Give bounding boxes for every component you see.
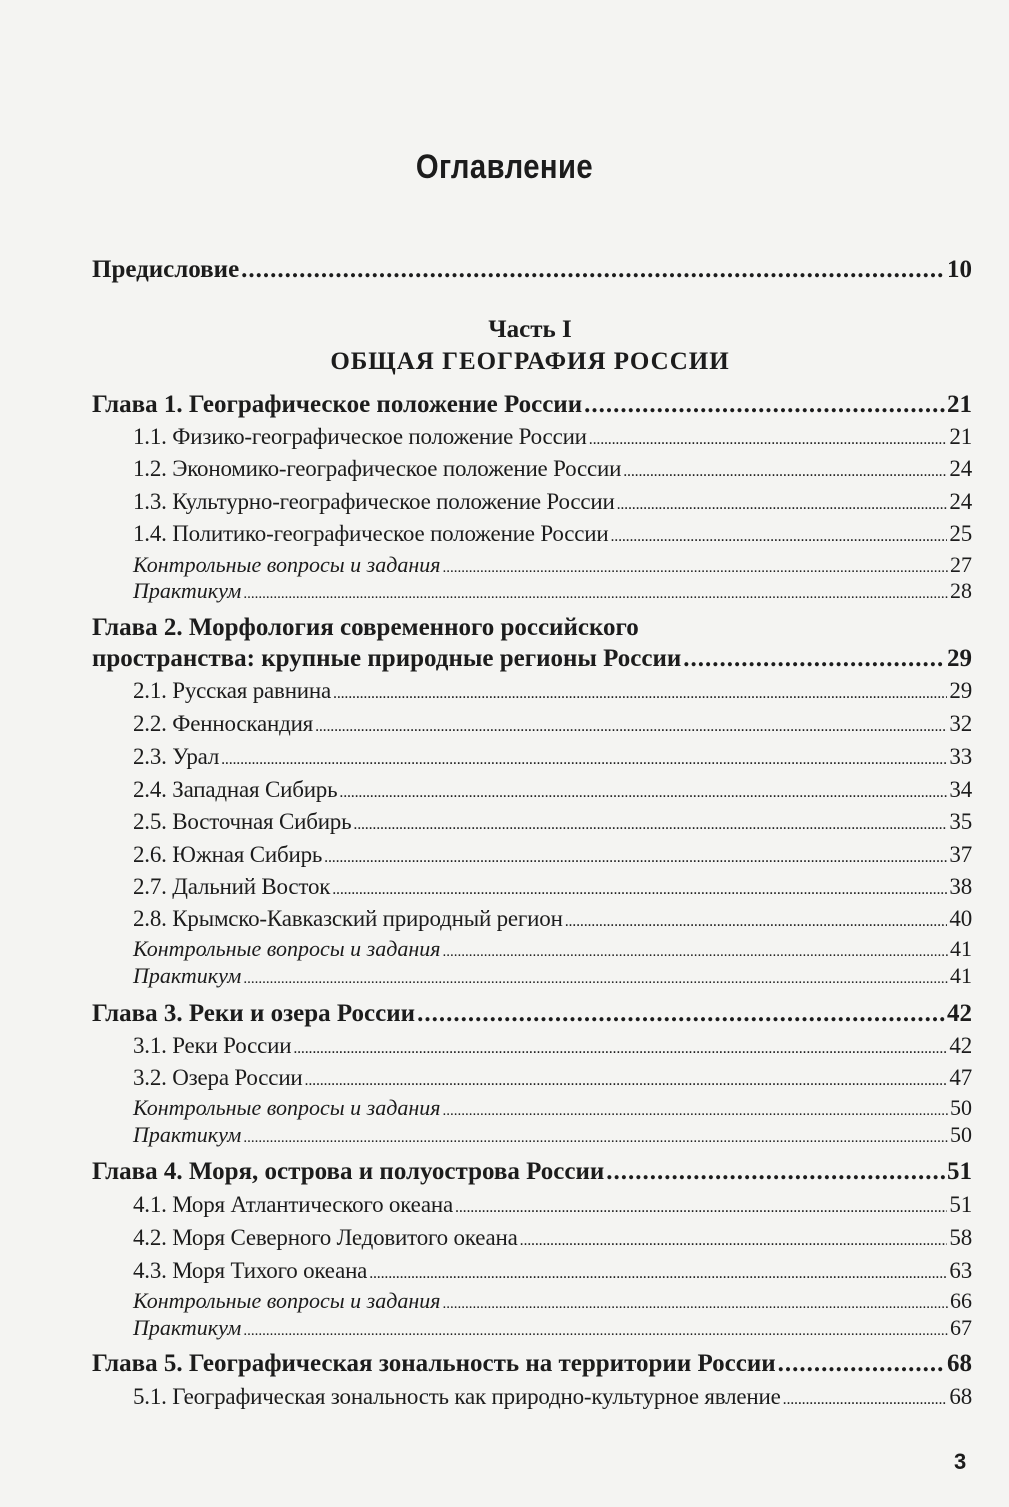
dot-leader <box>778 1350 945 1378</box>
toc-section[interactable] <box>133 1225 972 1251</box>
toc-entry-label: 5.1. Географическая зональность как природно-культурное явление <box>133 1384 781 1409</box>
dot-leader <box>783 1391 948 1409</box>
toc-entry-label: 2.1. Русская равнина <box>133 678 332 703</box>
toc-entry-page: 68 <box>949 1384 972 1409</box>
toc-section[interactable] <box>133 711 972 737</box>
toc-entry-label: 4.2. Моря Северного Ледовитого океана <box>133 1225 518 1250</box>
toc-entry-label: 2.4. Западная Сибирь <box>133 777 338 802</box>
toc-entry-page: 51 <box>949 1192 972 1217</box>
toc-entry-label: Контрольные вопросы и задания <box>133 1095 441 1120</box>
toc-section[interactable] <box>133 1192 972 1218</box>
toc-entry-page: 25 <box>949 521 972 546</box>
toc-entry-label: 3.2. Озера России <box>133 1065 303 1090</box>
page-title: Оглавление <box>415 148 594 186</box>
toc-section[interactable] <box>133 1065 972 1091</box>
dot-leader <box>241 256 945 284</box>
toc-entry-page: 35 <box>949 809 972 834</box>
dot-leader <box>243 586 948 603</box>
toc-entry-label: Практикум <box>133 963 242 988</box>
toc-entry-page: 50 <box>950 1095 972 1120</box>
toc-section[interactable] <box>133 424 972 450</box>
toc-section[interactable] <box>133 906 972 932</box>
dot-leader <box>333 685 947 703</box>
toc-section[interactable] <box>133 1384 972 1410</box>
toc-section[interactable] <box>133 777 972 803</box>
toc-entry-label: 1.1. Физико-географическое положение России <box>133 424 587 449</box>
page-number: 3 <box>954 1449 967 1474</box>
toc-entry-label: 1.3. Культурно-географическое положение России <box>133 489 615 514</box>
dot-leader <box>293 1040 947 1058</box>
toc-entry-label: 2.7. Дальний Восток <box>133 874 331 899</box>
toc-entry-preface[interactable] <box>92 256 972 284</box>
dot-leader <box>565 913 948 931</box>
toc-entry-page: 67 <box>950 1315 972 1340</box>
toc-practicum[interactable] <box>133 1122 972 1148</box>
toc-entry-page: 68 <box>947 1350 972 1377</box>
dot-leader <box>417 1000 945 1028</box>
toc-section[interactable] <box>133 521 972 547</box>
toc-section[interactable] <box>133 456 972 482</box>
toc-chapter-1[interactable] <box>92 391 972 419</box>
toc-chapter-2-title-line: Глава 2. Морфология современного российского <box>92 614 639 641</box>
dot-leader <box>442 1103 948 1120</box>
toc-entry-page: 63 <box>949 1258 972 1283</box>
toc-section[interactable] <box>133 1258 972 1284</box>
toc-practicum[interactable] <box>133 963 972 989</box>
toc-section[interactable] <box>133 842 972 868</box>
dot-leader <box>442 1296 948 1313</box>
dot-leader <box>610 528 947 546</box>
toc-entry-page: 42 <box>947 1000 972 1027</box>
toc-entry-page: 10 <box>947 256 972 283</box>
toc-entry-page: 51 <box>947 1158 972 1185</box>
toc-entry-label: Предисловие <box>92 256 240 283</box>
toc-entry-label: 2.6. Южная Сибирь <box>133 842 323 867</box>
toc-entry-page: 28 <box>950 578 972 603</box>
toc-entry-label: Контрольные вопросы и задания <box>133 936 441 961</box>
dot-leader <box>315 718 947 736</box>
dot-leader <box>623 463 947 481</box>
dot-leader <box>617 496 948 514</box>
toc-entry-page: 37 <box>949 842 972 867</box>
toc-entry-label: 2.5. Восточная Сибирь <box>133 809 352 834</box>
toc-entry-label: пространства: крупные природные регионы России <box>92 645 682 672</box>
toc-entry-page: 47 <box>949 1065 972 1090</box>
toc-questions[interactable] <box>133 552 972 578</box>
dot-leader <box>243 1323 948 1340</box>
part-number: Часть I <box>488 316 572 343</box>
dot-leader <box>455 1199 947 1217</box>
toc-entry-page: 58 <box>949 1225 972 1250</box>
toc-entry-label: Контрольные вопросы и задания <box>133 1288 441 1313</box>
dot-leader <box>589 431 948 449</box>
part-title: ОБЩАЯ ГЕОГРАФИЯ РОССИИ <box>330 348 730 375</box>
dot-leader <box>324 849 947 867</box>
toc-entry-label: 1.4. Политико-географическое положение России <box>133 521 609 546</box>
dot-leader <box>584 391 945 419</box>
toc-section[interactable] <box>133 489 972 515</box>
toc-entry-label: 2.3. Урал <box>133 744 220 769</box>
toc-entry-label: Практикум <box>133 1315 242 1340</box>
toc-entry-label: Практикум <box>133 1122 242 1147</box>
dot-leader <box>353 816 947 834</box>
toc-section[interactable] <box>133 1033 972 1059</box>
toc-section[interactable] <box>133 678 972 704</box>
toc-entry-page: 29 <box>949 678 972 703</box>
toc-section[interactable] <box>133 874 972 900</box>
toc-entry-page: 27 <box>950 552 972 577</box>
toc-entry-label: Глава 1. Географическое положение России <box>92 391 583 418</box>
toc-entry-label: Практикум <box>133 578 242 603</box>
toc-questions[interactable] <box>133 936 972 962</box>
dot-leader <box>683 645 945 673</box>
toc-entry-label: Глава 4. Моря, острова и полуострова России <box>92 1158 605 1185</box>
dot-leader <box>243 1130 948 1147</box>
toc-entry-label: 1.2. Экономико-географическое положение России <box>133 456 622 481</box>
dot-leader <box>339 784 947 802</box>
toc-entry-page: 21 <box>947 391 972 418</box>
toc-entry-label: 2.2. Фенноскандия <box>133 711 314 736</box>
toc-chapter-2[interactable] <box>92 645 972 673</box>
toc-entry-label: 4.3. Моря Тихого океана <box>133 1258 368 1283</box>
dot-leader <box>369 1265 947 1283</box>
toc-entry-page: 41 <box>950 963 972 988</box>
toc-section[interactable] <box>133 744 972 770</box>
toc-chapter-4[interactable] <box>92 1158 972 1186</box>
dot-leader <box>520 1232 948 1250</box>
dot-leader <box>243 971 948 988</box>
toc-chapter-5[interactable] <box>92 1350 972 1378</box>
toc-practicum[interactable] <box>133 578 972 604</box>
dot-leader <box>221 751 947 769</box>
toc-entry-page: 29 <box>947 645 972 672</box>
toc-questions[interactable] <box>133 1095 972 1121</box>
toc-entry-page: 21 <box>949 424 972 449</box>
toc-entry-label: Контрольные вопросы и задания <box>133 552 441 577</box>
toc-entry-label: Глава 5. Географическая зональность на территории России <box>92 1350 776 1377</box>
dot-leader <box>606 1158 945 1186</box>
toc-entry-page: 24 <box>949 489 972 514</box>
dot-leader <box>442 560 948 577</box>
dot-leader <box>305 1072 948 1090</box>
toc-entry-page: 42 <box>949 1033 972 1058</box>
toc-entry-label: Глава 3. Реки и озера России <box>92 1000 416 1027</box>
toc-entry-label: 3.1. Реки России <box>133 1033 292 1058</box>
dot-leader <box>442 944 948 961</box>
toc-entry-label: 2.8. Крымско-Кавказский природный регион <box>133 906 563 931</box>
toc-entry-page: 40 <box>949 906 972 931</box>
toc-section[interactable] <box>133 809 972 835</box>
toc-entry-page: 38 <box>949 874 972 899</box>
toc-chapter-3[interactable] <box>92 1000 972 1028</box>
toc-entry-page: 33 <box>949 744 972 769</box>
toc-entry-page: 66 <box>950 1288 972 1313</box>
toc-entry-page: 34 <box>949 777 972 802</box>
toc-questions[interactable] <box>133 1288 972 1314</box>
toc-entry-page: 50 <box>950 1122 972 1147</box>
dot-leader <box>332 881 947 899</box>
toc-entry-label: 4.1. Моря Атлантического океана <box>133 1192 454 1217</box>
toc-entry-page: 32 <box>949 711 972 736</box>
toc-entry-page: 41 <box>950 936 972 961</box>
toc-entry-page: 24 <box>949 456 972 481</box>
toc-practicum[interactable] <box>133 1315 972 1341</box>
